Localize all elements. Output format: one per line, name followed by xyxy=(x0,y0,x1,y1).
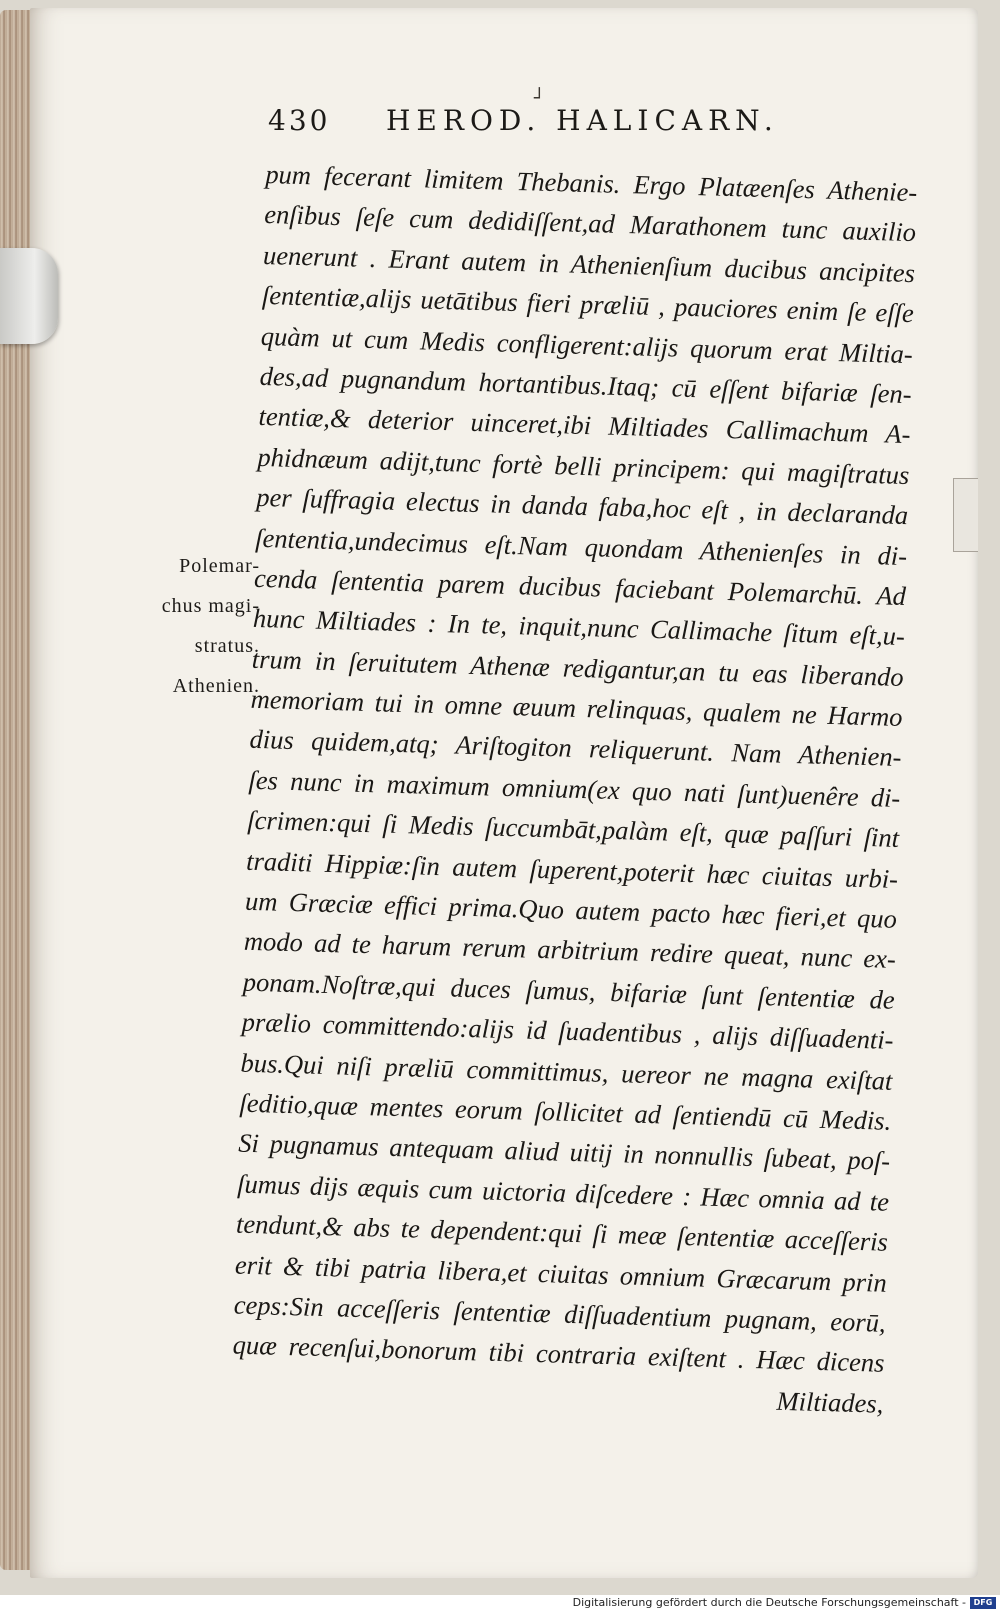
margin-note-line: stratus. xyxy=(194,635,260,657)
text-line: des,ad pugnandum hortantibus.Itaq; cū eſſent bifariæ ſen- xyxy=(259,360,912,410)
text-line: pum fecerant limitem Thebanis. Ergo Platæenſes Athenie- xyxy=(265,158,918,208)
margin-note-line: chus magi- xyxy=(161,595,260,617)
text-line: uenerunt . Erant autem in Athenienſium ducibus ancipites xyxy=(262,239,916,288)
text-line: traditi Hippiæ:ſin autem ſuperent,poterit hæc ciuitas urbi- xyxy=(245,845,899,894)
text-line: ſeditio,quæ mentes eorum ſollicitet ad ſentiendū cū Medis. xyxy=(239,1087,892,1136)
funding-credit: Digitalisierung gefördert durch die Deutsche Forschungsgemeinschaft - xyxy=(572,1596,966,1609)
text-line: tendunt,& abs te dependent:qui ſi meæ ſententiæ acceſſeris xyxy=(235,1208,889,1257)
text-line: ſes nunc in maximum omnium(ex quo nati ſunt)uenêre di- xyxy=(248,764,901,813)
margin-note-line: Athenien. xyxy=(172,675,260,697)
digitization-footer xyxy=(0,1595,1000,1611)
text-line: um Græciæ effici prima.Quo autem pacto hæc fieri,et quo xyxy=(244,885,898,934)
text-line: bus.Qui niſi præliū committimus, uereor ne magna exiſtat xyxy=(240,1047,893,1096)
text-line: hunc Miltiades : In te, inquit,nunc Callimache ſitum eſt,u- xyxy=(252,603,906,652)
text-line: Si pugnamus antequam aliud uitij in nonnullis ſubeat, poſ- xyxy=(237,1127,891,1177)
text-line: enſibus ſeſe cum dedidiſſent,ad Marathonem tunc auxilio xyxy=(263,199,917,248)
text-line: dius quidem,atq; Ariſtogiton reliquerunt. Nam Athenien- xyxy=(249,724,902,773)
text-line: ſententiæ,alijs uetātibus fieri præliū , pauciores enim ſe eſſe xyxy=(261,280,915,329)
text-line: memoriam tui in omne æuum relinquas, qualem ne Harmo xyxy=(250,683,903,733)
dfg-logo: DFG xyxy=(970,1597,996,1609)
text-line: quæ recenſui,bonorum tibi contraria exiſtent . Hæc dicens xyxy=(232,1329,885,1379)
text-line: tentiæ,& deterior uinceret,ibi Miltiades Callimachum A- xyxy=(258,401,911,450)
page-number: 430 xyxy=(268,104,331,137)
body-text xyxy=(231,154,918,1424)
book-page-edges xyxy=(0,10,34,1570)
text-line: modo ad te harum rerum arbitrium redire queat, nunc ex- xyxy=(243,926,897,975)
text-line: ponam.Noſtræ,qui duces ſumus, bifariæ ſunt ſententiæ de xyxy=(242,966,896,1015)
catchword: Miltiades, xyxy=(776,1385,884,1419)
page-header xyxy=(268,104,788,142)
text-line: quàm ut cum Medis confligerent:alijs quorum erat Miltia- xyxy=(260,320,914,369)
text-line: ſententia,undecimus eſt.Nam quondam Athenienſes in di- xyxy=(254,522,908,571)
text-line: prælio committendo:alijs id ſuadentibus , alijs diſſuadenti- xyxy=(241,1006,894,1056)
text-line: trum in ſeruitutem Athenæ redigantur,an tu eas liberando xyxy=(251,643,905,692)
text-line: ſcrimen:qui ſi Medis ſuccumbāt,palàm eſt, quæ paſſuri ſint xyxy=(246,804,900,854)
page-clip xyxy=(0,248,58,344)
margin-note xyxy=(120,546,260,706)
running-head: HEROD. HALICARN. xyxy=(386,104,779,137)
text-line: erit & tibi patria libera,et ciuitas omnium Græcarum prin xyxy=(234,1249,888,1298)
text-line: phidnæum adijt,tunc fortè belli principem: qui magiſtratus xyxy=(257,441,910,490)
text-line: ſumus dijs æquis cum uictoria diſcedere : Hæc omnia ad te xyxy=(236,1168,890,1217)
top-mark: ┘ xyxy=(534,88,545,109)
page-tab-marker xyxy=(953,478,978,552)
text-line: ceps:Sin acceſſeris ſententiæ diſſuadentium pugnam, eorū, xyxy=(233,1289,887,1338)
text-line: cenda ſententia parem ducibus faciebant Polemarchū. Ad xyxy=(253,562,907,611)
text-line: per ſuffragia electus in danda faba,hoc eſt , in declaranda xyxy=(256,481,909,531)
margin-note-line: Polemar- xyxy=(179,555,260,577)
